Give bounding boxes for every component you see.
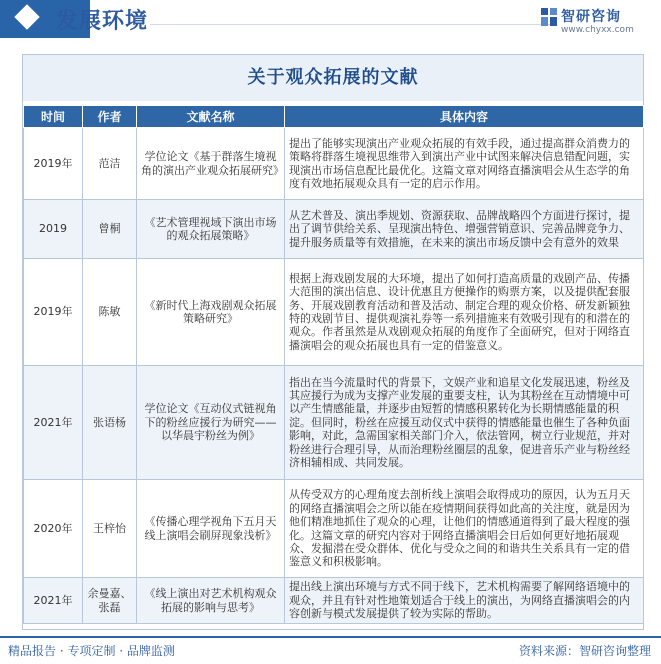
brand-name: 智研咨询 <box>561 9 621 25</box>
table-row <box>24 578 644 624</box>
page-footer <box>0 636 661 664</box>
cell-title: 《线上演出对艺术机构观众拓展的影响与思考》 <box>137 578 285 624</box>
cell-author: 曾桐 <box>83 200 137 259</box>
cell-author: 王梓怡 <box>83 480 137 578</box>
column-header-content: 具体内容 <box>285 106 644 128</box>
brand[interactable] <box>539 6 651 38</box>
cell-content: 根据上海戏剧发展的大环境，提出了如何打造高质量的戏剧产品、传播大范围的演出信息、设计优惠且方便操作的购票方案，以及提供配套服务、开展戏剧教育活动和普及活动、制定合理的观众价格、研发新颖独特的戏剧节目、提供观演礼券等一系列措施来有效吸引现有的和潜在的观众。作者虽然是从戏剧观众拓展的角度作了全面研究，但对于网络直播演唱会的观众拓展也具有一定的借鉴意义。 <box>285 259 644 366</box>
literature-table-panel <box>22 54 644 630</box>
cell-content: 从传受双方的心理角度去剖析线上演唱会取得成功的原因，认为五月天的网络直播演唱会之所以能在疫情期间获得如此高的关注度，就是因为他们精准地抓住了观众的心理，让他们的情感通道得到了最大程度的强化。这篇文章的研究内容对于网络直播演唱会日后如何更好地拓展观众、发掘潜在受众群体、优化与受众之间的和谐共生关系具有一定的借鉴意义和积极影响。 <box>285 480 644 578</box>
cell-title: 《传播心理学视角下五月天线上演唱会刷屏现象浅析》 <box>137 480 285 578</box>
footer-source: 资料来源：智研咨询整理 <box>518 644 651 658</box>
cell-year: 2021年 <box>24 366 83 480</box>
cell-year: 2019年 <box>24 128 83 200</box>
table-row <box>24 259 644 366</box>
table-row <box>24 200 644 259</box>
column-header-author: 作者 <box>83 106 137 128</box>
column-header-title: 文献名称 <box>137 106 285 128</box>
header-divider <box>150 24 550 25</box>
cell-content: 指出在当今流量时代的背景下，文娱产业和追星文化发展迅速，粉丝及其应援行为成为支撑产业发展的重要支柱，认为其粉丝在互动情境中可以产生情感能量，并逐步由短暂的情感积累转化为长期情感能量的积淀。但同时，粉丝在应援互动仪式中获得的情感能量也催生了各种负面影响，对此，急需国家相关部门介入，依法管网，树立行业规范，并对粉丝进行合理引导，从而治理粉丝圈层的乱象，促进音乐产业与粉丝经济相辅相成、共同发展。 <box>285 366 644 480</box>
cell-year: 2021年 <box>24 578 83 624</box>
table-row <box>24 366 644 480</box>
cell-title: 学位论文《互动仪式链视角下的粉丝应援行为研究——以华晨宇粉丝为例》 <box>137 366 285 480</box>
cell-year: 2019年 <box>24 259 83 366</box>
footer-divider <box>0 636 661 638</box>
cell-author: 范洁 <box>83 128 137 200</box>
table-header-row <box>24 106 644 128</box>
cell-title: 《艺术管理视域下演出市场的观众拓展策略》 <box>137 200 285 259</box>
cell-content: 提出线上演出环境与方式不同于线下，艺术机构需要了解网络语境中的观众，并且有针对性地策划适合于线上的演出，为网络直播演唱会的内容创新与模式发展提供了较为实际的帮助。 <box>285 578 644 624</box>
table-title: 关于观众拓展的文献 <box>23 55 643 101</box>
footer-services: 精品报告 · 专项定制 · 品牌监测 <box>8 644 175 658</box>
brand-url[interactable]: www.chyxx.com <box>561 25 634 35</box>
cell-year: 2019 <box>24 200 83 259</box>
page-header <box>0 0 661 40</box>
page-title: 发展环境 <box>56 9 149 34</box>
literature-table <box>23 105 644 624</box>
cell-title: 《新时代上海戏剧观众拓展策略研究》 <box>137 259 285 366</box>
cell-author: 余曼嘉、张磊 <box>83 578 137 624</box>
cell-author: 张语杨 <box>83 366 137 480</box>
diamond-icon <box>14 4 39 29</box>
cell-title: 学位论文《基于群落生境视角的演出产业观众拓展研究》 <box>137 128 285 200</box>
cell-year: 2020年 <box>24 480 83 578</box>
column-header-year: 时间 <box>24 106 83 128</box>
cell-author: 陈敏 <box>83 259 137 366</box>
cell-content: 从艺术普及、演出季规划、资源获取、品牌战略四个方面进行探讨，提出了调节供给关系、呈现演出特色、增强营销意识、完善品牌竞争力、提升服务质量等有效措施，在未来的演出市场反馈中会有意外的效果 <box>285 200 644 259</box>
chyxx-logo-icon <box>541 8 557 26</box>
table-row <box>24 480 644 578</box>
cell-content: 提出了能够实现演出产业观众拓展的有效手段，通过提高群众消费力的策略将群落生境视思维带入到演出产业中试图来解决信息错配问题，实现演出市场信息配比最优化。这篇文章对网络直播演唱会从生态学的角度有效地拓展观众具有一定的启示作用。 <box>285 128 644 200</box>
table-row <box>24 128 644 200</box>
